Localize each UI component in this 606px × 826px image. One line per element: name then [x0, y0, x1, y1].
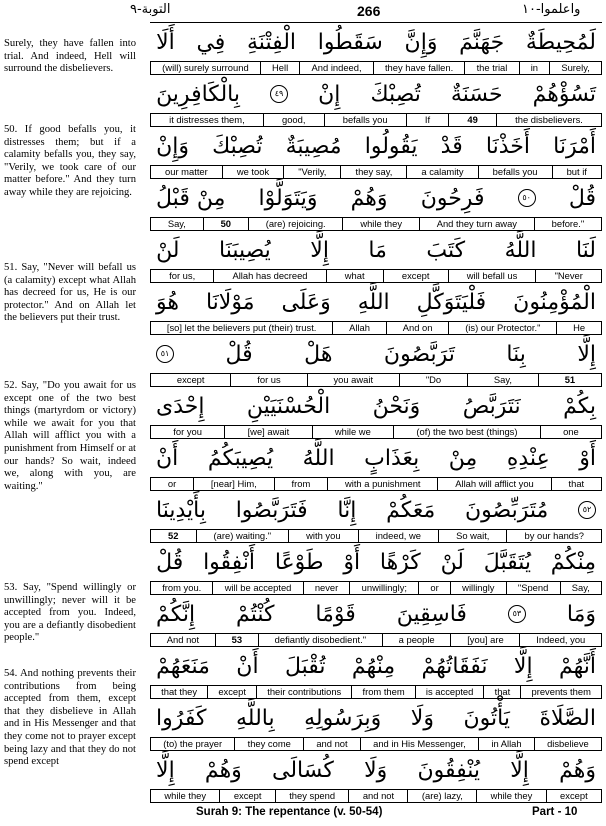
- translation-cell: what: [326, 270, 383, 282]
- arabic-word: نَفَقَاتُهُمْ: [421, 653, 488, 679]
- arabic-word: فِي: [196, 29, 226, 55]
- translation-row: [150, 633, 602, 647]
- translation-cell: and not: [303, 738, 360, 750]
- translation-cell: never: [303, 582, 350, 594]
- arabic-word: تُصِبْكَ: [212, 133, 263, 159]
- translation-cell: Say,: [167, 218, 186, 229]
- translation-cell: And not: [166, 634, 200, 645]
- translation-cell: [you] are: [450, 634, 519, 646]
- translation-row: [150, 529, 602, 543]
- arabic-word: لَنَا: [575, 237, 596, 263]
- translation-cell: except: [546, 790, 601, 802]
- arabic-word: مَوْلَانَا: [205, 289, 255, 315]
- translation-row: [150, 113, 602, 127]
- arabic-word: وَإِنْ: [156, 133, 189, 159]
- translation-cell: for us,: [169, 270, 196, 281]
- arabic-word: طَوْعًا: [274, 549, 324, 575]
- translation-cell: 52: [168, 530, 179, 541]
- arabic-word: مَعَكُمْ: [386, 497, 436, 523]
- translation-cell: befalls you: [324, 114, 406, 126]
- verse-translation: 53. Say, "Spend willingly or unwillingly; never will it be accepted from you. Indeed, you are a defiantly disobedient people.": [4, 582, 136, 644]
- translation-cell: Hell: [260, 62, 300, 74]
- arabic-word: جَهَنَّمَ: [459, 29, 505, 55]
- translation-cell: is accepted: [415, 686, 484, 698]
- arabic-word: الْحُسْنَيَيْنِ: [246, 393, 331, 419]
- arabic-word: أَخَذْنَا: [485, 133, 530, 159]
- arabic-word: إِلَّا: [513, 653, 533, 679]
- arabic-word: لَمُحِيطَةٌ: [525, 29, 596, 55]
- translation-cell: that: [483, 686, 520, 698]
- arabic-word: يَقُولُوا: [364, 133, 418, 159]
- verse-number-marker: ٥١: [156, 345, 174, 363]
- translation-row: [150, 737, 602, 751]
- translation-cell: while they: [342, 218, 418, 230]
- arabic-word: الْمُؤْمِنُونَ: [513, 289, 596, 315]
- translation-cell: (are) rejoicing.: [248, 218, 343, 230]
- arabic-line: [150, 232, 602, 268]
- arabic-word: كَتَبَ: [426, 237, 466, 263]
- arabic-word: إِلَّا: [156, 757, 175, 783]
- translation-cell: Surely,: [549, 62, 601, 74]
- arabic-word: إِنْ: [318, 81, 341, 107]
- translation-cell: [we] await: [224, 426, 311, 438]
- arabic-word: كُنْتُمْ: [236, 601, 275, 627]
- arabic-word: لَنْ: [156, 237, 180, 263]
- arabic-word: الصَّلَاةَ: [539, 705, 596, 731]
- translation-cell: a calamity: [406, 166, 477, 178]
- translation-cell: willingly: [450, 582, 506, 594]
- arabic-word: وَهُمْ: [559, 757, 596, 783]
- arabic-word: مُتَرَبِّصُونَ: [464, 497, 549, 523]
- translation-cell: So wait,: [438, 530, 506, 542]
- translation-cell: 49: [448, 114, 496, 126]
- translation-row: [150, 61, 602, 75]
- top-rule: [150, 22, 602, 23]
- arabic-line: [150, 76, 602, 112]
- translation-cell: we took: [222, 166, 283, 178]
- arabic-word: تَسُؤْهُمْ: [532, 81, 596, 107]
- translation-cell: that they: [161, 686, 198, 697]
- arabic-word: أَوْ: [343, 549, 361, 575]
- translation-cell: in: [519, 62, 550, 74]
- translation-cell: and not: [348, 790, 407, 802]
- translation-cell: good,: [263, 114, 324, 126]
- translation-cell: He: [556, 322, 601, 334]
- translation-cell: "Never: [535, 270, 601, 282]
- translation-cell: while they: [164, 790, 207, 801]
- arabic-word: مُصِيبَةٌ: [285, 133, 342, 159]
- translation-cell: Say,: [560, 582, 601, 594]
- arabic-word: وَلَا: [410, 705, 434, 731]
- translation-cell: and in His Messenger,: [360, 738, 478, 750]
- arabic-word: وَهُمْ: [350, 185, 388, 211]
- arabic-word: اللَّهِ: [357, 289, 390, 315]
- translation-cell: prevents them: [520, 686, 601, 698]
- arabic-line: [150, 336, 602, 372]
- translation-cell: they come: [234, 738, 303, 750]
- arabic-word: وَبِرَسُولِهِ: [304, 705, 382, 731]
- translation-cell: [so] let the believers put (their) trust.: [166, 322, 317, 333]
- translation-cell: the trial: [464, 62, 518, 74]
- translation-cell: while they: [476, 790, 545, 802]
- arabic-word: مِنْ: [448, 445, 478, 471]
- translation-cell: it distresses them,: [169, 114, 245, 125]
- arabic-word: تُقْبَلَ: [284, 653, 326, 679]
- arabic-word: وَهُمْ: [204, 757, 242, 783]
- arabic-word: لَنْ: [440, 549, 465, 575]
- translation-cell: in Allah: [478, 738, 534, 750]
- arabic-word: قُلْ: [568, 185, 596, 211]
- arabic-word: يُصِيبَكُمُ: [207, 445, 274, 471]
- arabic-line: [150, 24, 602, 60]
- translation-cell: their contributions: [256, 686, 351, 698]
- verse-translation: 52. Say, "Do you await for us except one of the two best things (martyrdom or victory) while we await for you that Allah will afflict you with a punishment from Himself or at our hands? So wait, indeed we, along with you, are waiting.": [4, 380, 136, 492]
- arabic-line: [150, 700, 602, 736]
- page-number: 266: [357, 3, 381, 19]
- arabic-word: إِلَّا: [577, 341, 596, 367]
- arabic-line: [150, 388, 602, 424]
- translation-cell: from you.: [162, 582, 202, 593]
- translation-cell: a people: [382, 634, 451, 646]
- translation-cell: befalls you: [478, 166, 552, 178]
- arabic-word: يَأْتُونَ: [463, 705, 510, 731]
- arabic-word: قَوْمًا: [315, 601, 356, 627]
- translation-cell: "Verily,: [283, 166, 340, 178]
- translation-cell: our matter: [165, 166, 208, 177]
- translation-cell: Allah will afflict you: [437, 478, 550, 490]
- arabic-word: يُصِيبَنَا: [218, 237, 271, 263]
- translation-cell: they spend: [275, 790, 349, 802]
- arabic-word: كَرْهًا: [379, 549, 421, 575]
- translation-cell: one: [540, 426, 601, 438]
- translation-row: [150, 789, 602, 803]
- arabic-word: مِنْهُمْ: [351, 653, 396, 679]
- arabic-word: اللَّهُ: [302, 445, 335, 471]
- translation-cell: except: [207, 686, 256, 698]
- translation-cell: And indeed,: [299, 62, 372, 74]
- arabic-word: هَلْ: [304, 341, 333, 367]
- translation-row: [150, 321, 602, 335]
- part-label: Part - 10: [532, 806, 578, 818]
- arabic-word: أَلَا: [156, 29, 175, 55]
- translation-cell: "Spend: [506, 582, 560, 594]
- translation-cell: (are) lazy,: [407, 790, 476, 802]
- arabic-word: أَمْرَنَا: [553, 133, 596, 159]
- translation-cell: or: [167, 478, 177, 489]
- translation-cell: from them: [351, 686, 414, 698]
- translation-cell: unwillingly;: [349, 582, 418, 594]
- translation-cell: And on: [386, 322, 448, 334]
- arabic-word: وَيَتَوَلَّوْا: [258, 185, 318, 211]
- translation-row: [150, 373, 602, 387]
- arabic-word: مِنْكُمْ: [550, 549, 596, 575]
- translation-cell: that: [551, 478, 601, 490]
- arabic-word: مَا: [368, 237, 387, 263]
- arabic-word: إِلَّا: [310, 237, 329, 263]
- translation-cell: (to) the prayer: [163, 738, 223, 749]
- arabic-word: يُتَقَبَّلَ: [483, 549, 531, 575]
- translation-row: [150, 581, 602, 595]
- arabic-line: [150, 596, 602, 632]
- arabic-line: [150, 492, 602, 528]
- translation-cell: (will) surely surround: [162, 62, 249, 73]
- translation-cell: 53: [215, 634, 258, 646]
- arabic-word: عِنْدِهِ: [506, 445, 550, 471]
- arabic-word: وَلَا: [364, 757, 388, 783]
- translation-cell: with a punishment: [327, 478, 437, 490]
- translation-row: [150, 217, 602, 231]
- arabic-line: [150, 752, 602, 788]
- arabic-word: وَمَا: [566, 601, 596, 627]
- translation-cell: they have fallen.: [373, 62, 465, 74]
- translation-cell: for us: [230, 374, 306, 386]
- arabic-word: كُسَالَى: [272, 757, 334, 783]
- arabic-word: بِنَا: [506, 341, 526, 367]
- translation-row: [150, 685, 602, 699]
- verse-translation: 54. And nothing prevents their contributions from being accepted from them, except that they disbelieve in Allah and in His Messenger and that they come not to prayer except being lazy and that they do not spend except: [4, 668, 136, 768]
- arabic-word: بِاللَّهِ: [236, 705, 275, 731]
- verse-number-marker: ٥٢: [578, 501, 596, 519]
- translation-cell: 51: [538, 374, 601, 386]
- arabic-word: قُلْ: [156, 549, 184, 575]
- arabic-line: [150, 648, 602, 684]
- arabic-word: فَاسِقِينَ: [396, 601, 467, 627]
- arabic-line: [150, 440, 602, 476]
- translation-cell: by our hands?: [506, 530, 601, 542]
- arabic-line: [150, 284, 602, 320]
- translation-row: [150, 165, 602, 179]
- translation-cell: you await: [307, 374, 399, 386]
- surah-name: التوبة-٩: [130, 2, 171, 17]
- arabic-word: إِنَّكُمْ: [156, 601, 196, 627]
- arabic-word: أَنْفِقُوا: [203, 549, 256, 575]
- translation-cell: Allah has decreed: [213, 270, 325, 282]
- verse-translation: 50. If good befalls you, it distresses them; but if a calamity befalls you, they say, "Verily, we took care of our matter before." And they turn away while they are rejoicing.: [4, 124, 136, 198]
- translation-cell: will be accepted: [212, 582, 302, 594]
- translation-cell: (are) waiting.": [196, 530, 289, 542]
- translation-cell: will befall us: [448, 270, 536, 282]
- arabic-word: نَتَرَبَّصُ: [462, 393, 521, 419]
- translation-cell: with you: [288, 530, 357, 542]
- translation-cell: defiantly disobedient.": [258, 634, 382, 646]
- arabic-line: [150, 128, 602, 164]
- arabic-word: تُصِبْكَ: [370, 81, 421, 107]
- translation-cell: (is) our Protector.": [448, 322, 556, 334]
- arabic-line: [150, 180, 602, 216]
- translation-cell: (of) the two best (things): [393, 426, 540, 438]
- verse-translation: 51. Say, "Never will befall us (a calamity) except what Allah has decreed for us, He is our protector." And on Allah let the believers put their trust.: [4, 262, 136, 324]
- arabic-word: أَنْ: [156, 445, 179, 471]
- translation-cell: from: [274, 478, 327, 490]
- translation-cell: disbelieve: [534, 738, 601, 750]
- translation-cell: [near] Him,: [193, 478, 274, 490]
- arabic-word: وَعَلَى: [281, 289, 331, 315]
- arabic-word: قُلْ: [225, 341, 253, 367]
- translation-cell: Say,: [467, 374, 538, 386]
- verse-translation: Surely, they have fallen into trial. And indeed, Hell will surround the disbelievers.: [4, 38, 136, 75]
- translation-cell: while we: [312, 426, 394, 438]
- arabic-word: يُنْفِقُونَ: [417, 757, 481, 783]
- translation-cell: but if: [552, 166, 601, 178]
- translation-row: [150, 269, 602, 283]
- arabic-word: فَلْيَتَوَكَّلِ: [416, 289, 487, 315]
- arabic-word: الْفِتْنَةِ: [247, 29, 297, 55]
- translation-row: [150, 477, 602, 491]
- translation-cell: for you: [173, 426, 202, 437]
- arabic-word: إِحْدَى: [156, 393, 205, 419]
- surah-label: Surah 9: The repentance (v. 50-54): [196, 806, 383, 818]
- arabic-word: تَرَبَّصُونَ: [383, 341, 455, 367]
- arabic-word: فَتَرَبَّصُوا: [235, 497, 308, 523]
- translation-cell: except: [219, 790, 274, 802]
- arabic-word: بِالْكَافِرِينَ: [156, 81, 240, 107]
- translation-cell: Indeed, you: [519, 634, 601, 646]
- translation-cell: except: [383, 270, 448, 282]
- juz-name: واعلموا-١٠: [522, 2, 581, 17]
- verse-number-marker: ٥٠: [518, 189, 536, 207]
- arabic-word: إِلَّا: [510, 757, 529, 783]
- arabic-word: سَقَطُوا: [317, 29, 383, 55]
- translation-row: [150, 425, 602, 439]
- translation-cell: before.": [534, 218, 601, 230]
- translation-cell: 50: [203, 218, 248, 230]
- arabic-word: هُوَ: [156, 289, 179, 315]
- arabic-word: وَإِنَّ: [404, 29, 438, 55]
- arabic-word: بِأَيْدِينَا: [156, 497, 206, 523]
- arabic-word: حَسَنَةٌ: [450, 81, 503, 107]
- arabic-word: اللَّهُ: [504, 237, 537, 263]
- arabic-word: مَنَعَهُمْ: [156, 653, 210, 679]
- translation-cell: or: [418, 582, 450, 594]
- arabic-word: أَوْ: [579, 445, 596, 471]
- arabic-word: وَنَحْنُ: [372, 393, 421, 419]
- translation-cell: they say,: [340, 166, 406, 178]
- arabic-line: [150, 544, 602, 580]
- translation-cell: Allah: [332, 322, 386, 334]
- arabic-word: فَرِحُونَ: [420, 185, 485, 211]
- translation-cell: "Do: [399, 374, 467, 386]
- verse-number-marker: ٤٩: [270, 85, 288, 103]
- arabic-word: إِنَّا: [337, 497, 357, 523]
- arabic-word: قَدْ: [440, 133, 463, 159]
- arabic-word: مِنْ قَبْلُ: [156, 185, 226, 211]
- arabic-word: أَنْ: [236, 653, 259, 679]
- translation-cell: And they turn away: [419, 218, 534, 230]
- arabic-word: بِعَذَابٍ: [364, 445, 420, 471]
- translation-cell: except: [176, 374, 205, 385]
- verse-number-marker: ٥٣: [508, 605, 526, 623]
- translation-cell: If: [406, 114, 449, 126]
- arabic-word: بِكُمْ: [563, 393, 596, 419]
- arabic-word: كَفَرُوا: [156, 705, 207, 731]
- arabic-word: أَنَّهُمْ: [558, 653, 596, 679]
- translation-cell: indeed, we: [358, 530, 438, 542]
- translation-cell: the disbelievers.: [496, 114, 601, 126]
